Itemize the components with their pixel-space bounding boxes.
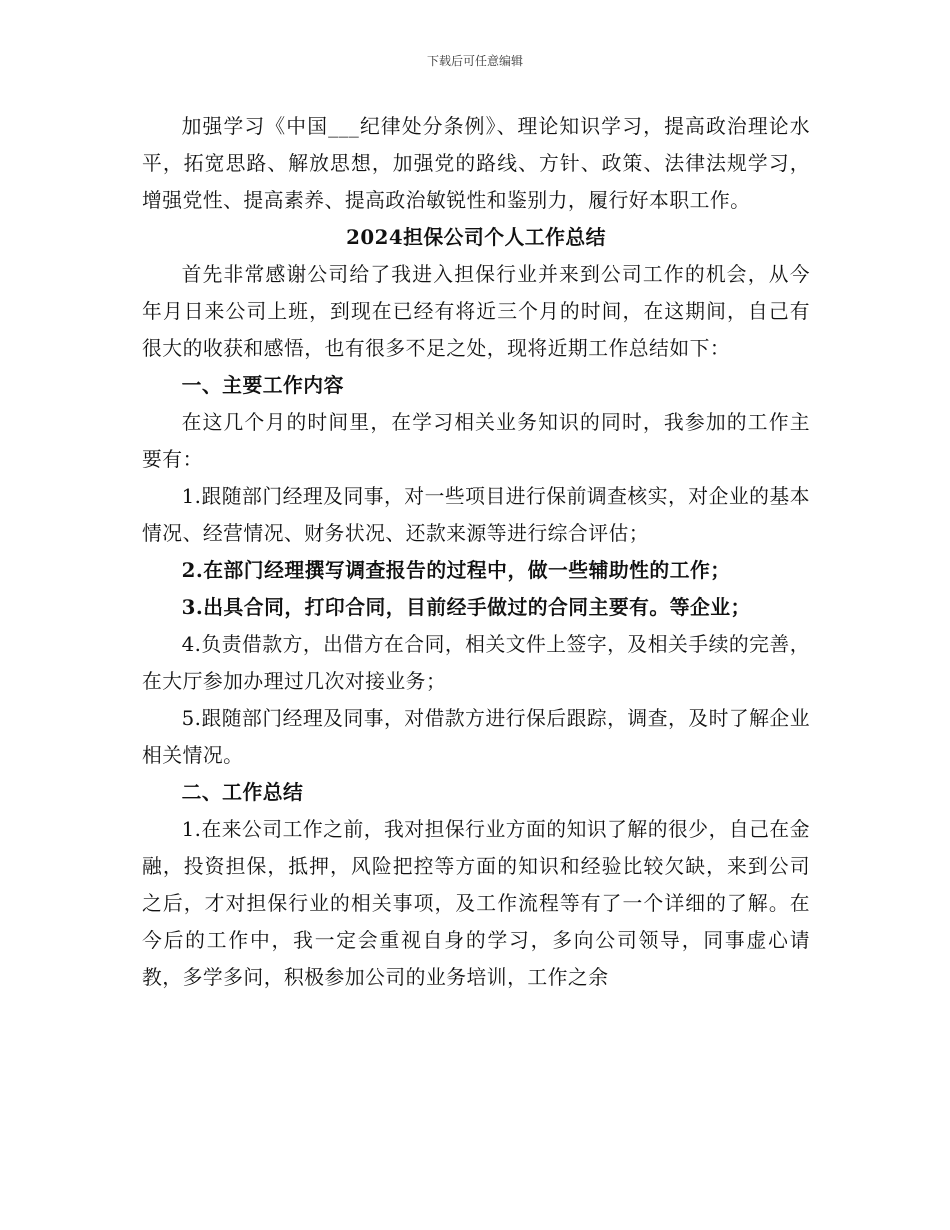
header-note: 下载后可任意编辑 (426, 54, 523, 68)
document-body (142, 108, 810, 996)
opening-paragraph: 首先非常感谢公司给了我进入担保行业并来到公司工作的机会，从今年月日来公司上班，到现在已经有将近三个月的时间，在这期间，自己有很大的收获和感悟，也有很多不足之处，现将近期工作总结如下： (142, 263, 810, 360)
list-item: 5.跟随部门经理及同事，对借款方进行保后跟踪，调查，及时了解企业相关情况。 (142, 707, 810, 767)
list-item: 3.出具合同，打印合同，目前经手做过的合同主要有。等企业； (181, 595, 751, 619)
section2-heading: 二、工作总结 (181, 780, 304, 804)
document-title: 2024担保公司个人工作总结 (346, 225, 606, 249)
list-item: 2.在部门经理撰写调查报告的过程中，做一些辅助性的工作； (181, 558, 731, 582)
list-item: 4.负责借款方，出借方在合同，相关文件上签字，及相关手续的完善，在大厅参加办理过几次对接业务； (142, 633, 810, 693)
intro-paragraph: 加强学习《中国___纪律处分条例》、理论知识学习，提高政治理论水平，拓宽思路、解放思想，加强党的路线、方针、政策、法律法规学习，增强党性、提高素养、提高政治敏锐性和鉴别力，履行好本职工作。 (142, 115, 810, 212)
section1-heading: 一、主要工作内容 (181, 373, 344, 397)
section2-paragraph: 1.在来公司工作之前，我对担保行业方面的知识了解的很少，自己在金融，投资担保，抵押，风险把控等方面的知识和经验比较欠缺，来到公司之后，才对担保行业的相关事项，及工作流程等有了一个详细的了解。在今后的工作中，我一定会重视自身的学习，多向公司领导，同事虚心请教，多学多问，积极参加公司的业务培训，工作之余 (142, 818, 810, 989)
section1-intro: 在这几个月的时间里，在学习相关业务知识的同时，我参加的工作主要有： (142, 411, 810, 471)
list-item: 1.跟随部门经理及同事，对一些项目进行保前调查核实，对企业的基本情况、经营情况、财务状况、还款来源等进行综合评估； (142, 485, 810, 545)
